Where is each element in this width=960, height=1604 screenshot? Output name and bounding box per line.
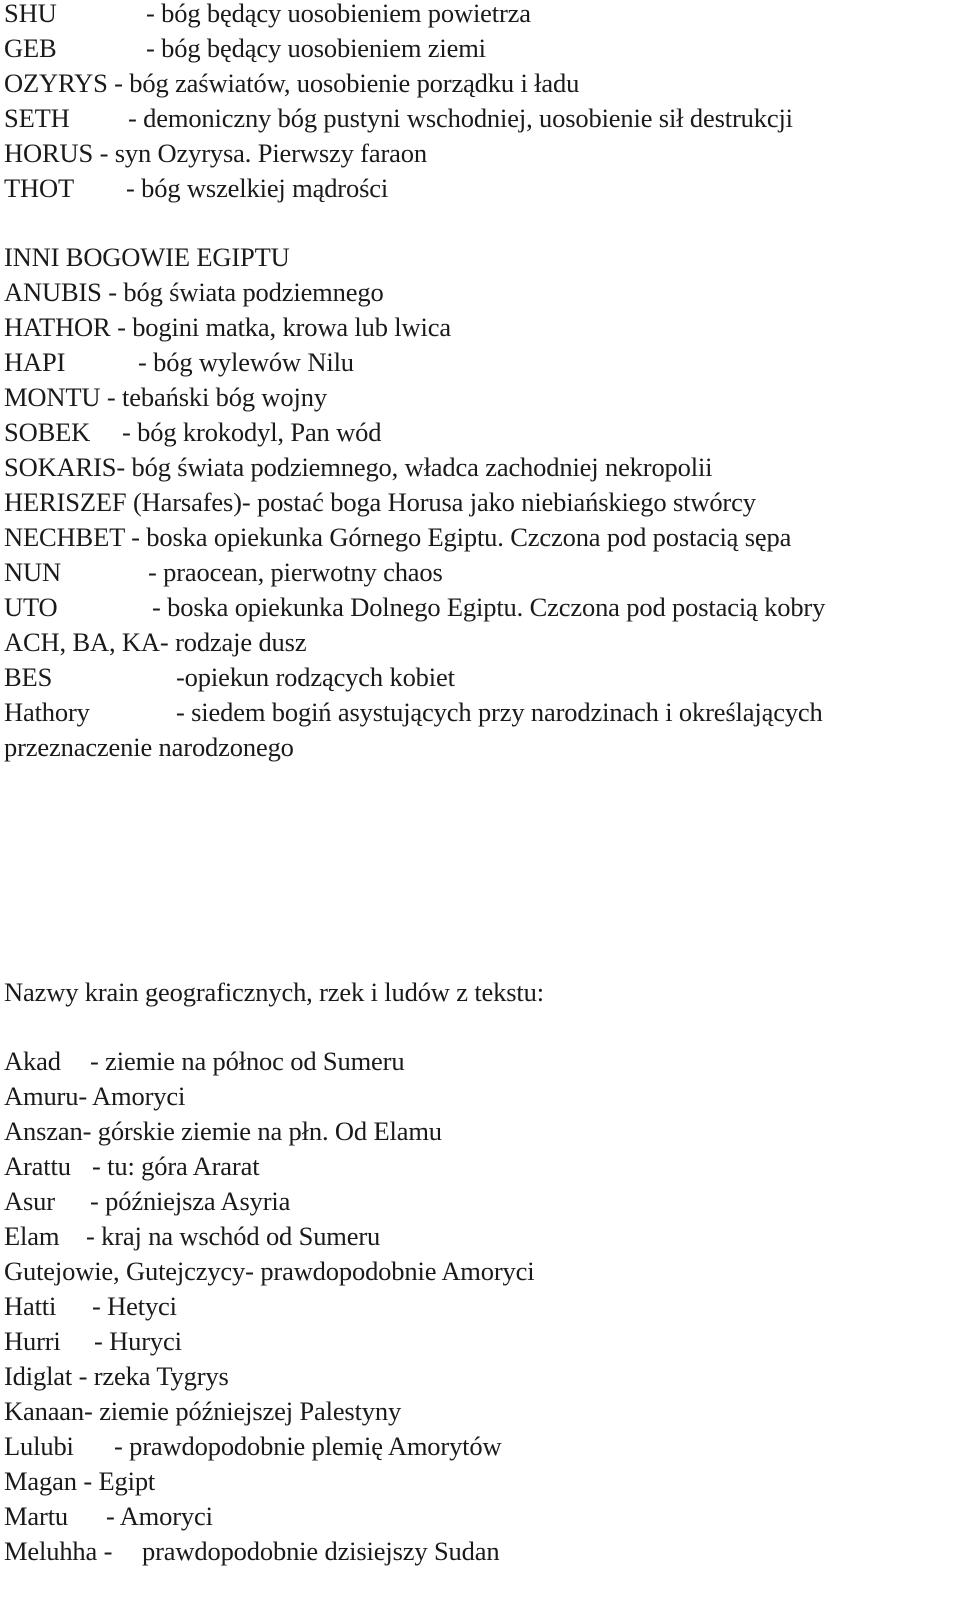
entry-seth — [4, 101, 793, 135]
term: Hatti — [4, 1291, 57, 1321]
term: Elam — [4, 1221, 60, 1251]
entry-arattu — [4, 1149, 259, 1183]
entry-nun — [4, 555, 443, 589]
definition: - bóg krokodyl, Pan wód — [122, 417, 382, 447]
definition: - tu: góra Ararat — [92, 1151, 260, 1181]
definition: - boska opiekunka Górnego Egiptu. Czczona pod postacią sępa — [131, 522, 792, 552]
definition: - prawdopodobnie plemię Amorytów — [114, 1431, 502, 1461]
entry-gutejowie — [4, 1254, 534, 1288]
definition: - praocean, pierwotny chaos — [148, 557, 443, 587]
entry-kanaan — [4, 1394, 401, 1428]
definition: - bóg wylewów Nilu — [138, 347, 354, 377]
definition: (Harsafes)- postać boga Horusa jako niebiańskiego stwórcy — [132, 487, 756, 517]
entry-magan — [4, 1464, 155, 1498]
entry-asur — [4, 1184, 290, 1218]
entry-idiglat — [4, 1359, 229, 1393]
entry-nechbet — [4, 520, 791, 554]
term: MONTU — [4, 382, 101, 412]
definition: - Hetyci — [92, 1291, 177, 1321]
entry-hurri — [4, 1324, 182, 1358]
definition: - bóg będący uosobieniem ziemi — [146, 33, 486, 63]
term: ACH, BA, KA- — [4, 627, 169, 657]
term: NECHBET — [4, 522, 125, 552]
definition: górskie ziemie na płn. Od Elamu — [97, 1116, 442, 1146]
entry-sokaris — [4, 450, 712, 484]
term: THOT — [4, 173, 75, 203]
entry-horus — [4, 136, 427, 170]
term: UTO — [4, 592, 58, 622]
definition: - ziemie na północ od Sumeru — [90, 1046, 405, 1076]
entry-shu — [4, 0, 531, 30]
term: Martu — [4, 1501, 69, 1531]
definition: - rzeka Tygrys — [78, 1361, 229, 1391]
definition: bóg świata podziemnego, władca zachodniej nekropolii — [131, 452, 713, 482]
entry-hathory — [4, 695, 823, 729]
term: SOKARIS- — [4, 452, 126, 482]
term: Meluhha - — [4, 1536, 113, 1566]
definition: - kraj na wschód od Sumeru — [86, 1221, 381, 1251]
term: Idiglat — [4, 1361, 73, 1391]
section-heading-geography: Nazwy krain geograficznych, rzek i ludów z tekstu: — [4, 977, 544, 1007]
entry-heriszef — [4, 485, 756, 519]
entry-elam — [4, 1219, 380, 1253]
entry-bes — [4, 660, 455, 694]
definition: - bóg będący uosobieniem powietrza — [146, 0, 531, 28]
term: BES — [4, 662, 53, 692]
definition: - Huryci — [94, 1326, 182, 1356]
definition: - siedem bogiń asystujących przy narodzinach i określających — [176, 697, 823, 727]
definition: - Egipt — [83, 1466, 156, 1496]
entry-thot — [4, 171, 388, 205]
definition: - Amoryci — [106, 1501, 213, 1531]
term: Magan — [4, 1466, 77, 1496]
term: Hathory — [4, 697, 90, 727]
definition: - syn Ozyrysa. Pierwszy faraon — [99, 138, 427, 168]
term: ANUBIS — [4, 277, 102, 307]
definition: ziemie późniejszej Palestyny — [99, 1396, 402, 1426]
entry-martu — [4, 1499, 213, 1533]
definition: - bóg świata podziemnego — [108, 277, 384, 307]
definition: Amoryci — [92, 1081, 186, 1111]
term: Lulubi — [4, 1431, 74, 1461]
term: HAPI — [4, 347, 66, 377]
term: SETH — [4, 103, 70, 133]
term: NUN — [4, 557, 61, 587]
definition: rodzaje dusz — [175, 627, 307, 657]
term: Asur — [4, 1186, 55, 1216]
entry-akad — [4, 1044, 404, 1078]
entry-ozyrys — [4, 66, 579, 100]
entry-hathor — [4, 310, 451, 344]
term: GEB — [4, 33, 57, 63]
entry-amuru — [4, 1079, 185, 1113]
entry-lulubi — [4, 1429, 501, 1463]
definition: - późniejsza Asyria — [90, 1186, 291, 1216]
definition: prawdopodobnie dzisiejszy Sudan — [142, 1536, 500, 1566]
entry-uto — [4, 590, 825, 624]
term: Amuru- — [4, 1081, 87, 1111]
entry-anubis — [4, 275, 384, 309]
entry-hatti — [4, 1289, 177, 1323]
definition: - boska opiekunka Dolnego Egiptu. Czczona pod postacią kobry — [152, 592, 826, 622]
term: Arattu — [4, 1151, 71, 1181]
definition: - tebański bóg wojny — [106, 382, 327, 412]
entry-sobek — [4, 415, 381, 449]
term: HATHOR — [4, 312, 111, 342]
definition: - bóg zaświatów, uosobienie porządku i ładu — [114, 68, 580, 98]
definition: prawdopodobnie Amoryci — [260, 1256, 535, 1286]
section-heading-other-gods: INNI BOGOWIE EGIPTU — [4, 242, 290, 272]
term: HORUS — [4, 138, 94, 168]
entry-anszan — [4, 1114, 442, 1148]
term: OZYRYS — [4, 68, 108, 98]
term: SHU — [4, 0, 57, 28]
definition: -opiekun rodzących kobiet — [176, 662, 455, 692]
term: SOBEK — [4, 417, 91, 447]
term: Akad — [4, 1046, 61, 1076]
entry-hathory-continuation: przeznaczenie narodzonego — [4, 732, 294, 762]
entry-meluhha — [4, 1534, 499, 1568]
entry-montu — [4, 380, 327, 414]
term: Anszan- — [4, 1116, 92, 1146]
definition: - bóg wszelkiej mądrości — [126, 173, 389, 203]
term: Kanaan- — [4, 1396, 93, 1426]
entry-ach-ba-ka — [4, 625, 306, 659]
definition: - bogini matka, krowa lub lwica — [117, 312, 451, 342]
term: Gutejowie, Gutejczycy- — [4, 1256, 254, 1286]
term: HERISZEF — [4, 487, 127, 517]
entry-hapi — [4, 345, 354, 379]
definition: - demoniczny bóg pustyni wschodniej, uosobienie sił destrukcji — [128, 103, 793, 133]
entry-geb — [4, 31, 486, 65]
term: Hurri — [4, 1326, 61, 1356]
